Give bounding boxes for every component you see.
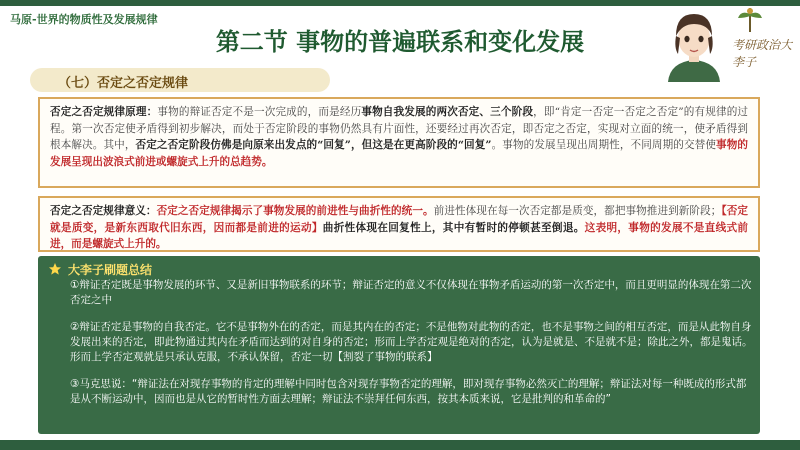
significance-highlight: 这表明，事物的发展不是直线式前进，而是螺旋式上升的。 — [50, 221, 749, 250]
summary-title: 大李子刷题总结 — [68, 263, 153, 277]
principle-text: 事物的辩证否定不是一次完成的，而是经历 — [157, 106, 362, 118]
principle-box — [38, 97, 760, 188]
section-label: （七）否定之否定规律 — [58, 76, 189, 91]
bottom-bar — [0, 440, 800, 450]
summary-point-2: ②辩证否定是事物的自我否定。它不是事物外在的否定，而是其内在的否定；不是他物对此物的否定，也不是事物之间的相互否定，而是从此物自身发展出来的否定，即此物通过其内在矛盾而达到的对自身的否定；形而上学否定观是绝对的否定，认为是就是、不是就不是；除此之外，都是鬼话。形而上学否定观就是只承认克服，不承认保留，否定一切【割裂了事物的联系】 — [70, 321, 753, 363]
principle-text: ，即“肯定一否定一否定之否定”的有规律的过程。第一次否定使矛盾得到初步解决，而处于否定阶段的事物仍然具有片面性，还要经过再次否定，即否定之否定，实现对立面的统一，使矛盾得到根本解决。其中， — [50, 106, 749, 151]
brand-text: 考研政治大李子 — [732, 38, 793, 69]
logo-icon — [735, 6, 765, 34]
significance-box — [38, 196, 760, 252]
significance-emphasis: 曲折性体现在回复性上，其中有暂时的停顿甚至倒退。 — [322, 221, 585, 234]
principle-heading: 否定之否定规律原理： — [50, 106, 158, 118]
significance-text: 前进性体现在每一次否定都是质变，都把事物推进到新阶段； — [433, 205, 722, 217]
summary-point-1: ①辩证否定既是事物发展的环节、又是新旧事物联系的环节；辩证否定的意义不仅体现在事物矛盾运动的第一次否定中，而且更明显的体现在第二次否定之中 — [70, 279, 752, 306]
section-header — [30, 68, 330, 92]
significance-heading: 否定之否定规律意义： — [50, 205, 157, 217]
page-title: 第二节 事物的普遍联系和变化发展 — [215, 27, 585, 56]
principle-emphasis: 事物自我发展的两次否定、三个阶段 — [361, 106, 534, 118]
summary-panel — [38, 256, 760, 434]
summary-point-3: ③马克思说：“辩证法在对现存事物的肯定的理解中同时包含对现存事物否定的理解，即对现存事物必然灭亡的理解；辩证法对每一种既成的形式都是从不断运动中，因而也是从它的暂时性方面去理解；辩证法不崇拜任何东西，按其本质来说，它是批判的和革命的” — [70, 378, 747, 405]
principle-emphasis: 否定之否定阶段仿佛是向原来出发点的“回复”，但这是在更高阶段的“回复” — [135, 139, 492, 151]
avatar — [662, 6, 726, 82]
breadcrumb: 马原-世界的物质性及发展规律 — [10, 13, 158, 26]
star-icon — [48, 261, 62, 280]
principle-text: 。事物的发展呈现出周期性，不同周期的交替使 — [491, 139, 717, 151]
significance-highlight: 否定之否定规律揭示了事物发展的前进性与曲折性的统一。 — [156, 205, 434, 217]
principle-highlight: 事物的发展呈现出波浪式前进或螺旋式上升的总趋势。 — [50, 139, 749, 168]
significance-highlight: 【否定就是质变，是新东西取代旧东西，因而都是前进的运动】 — [50, 205, 749, 234]
